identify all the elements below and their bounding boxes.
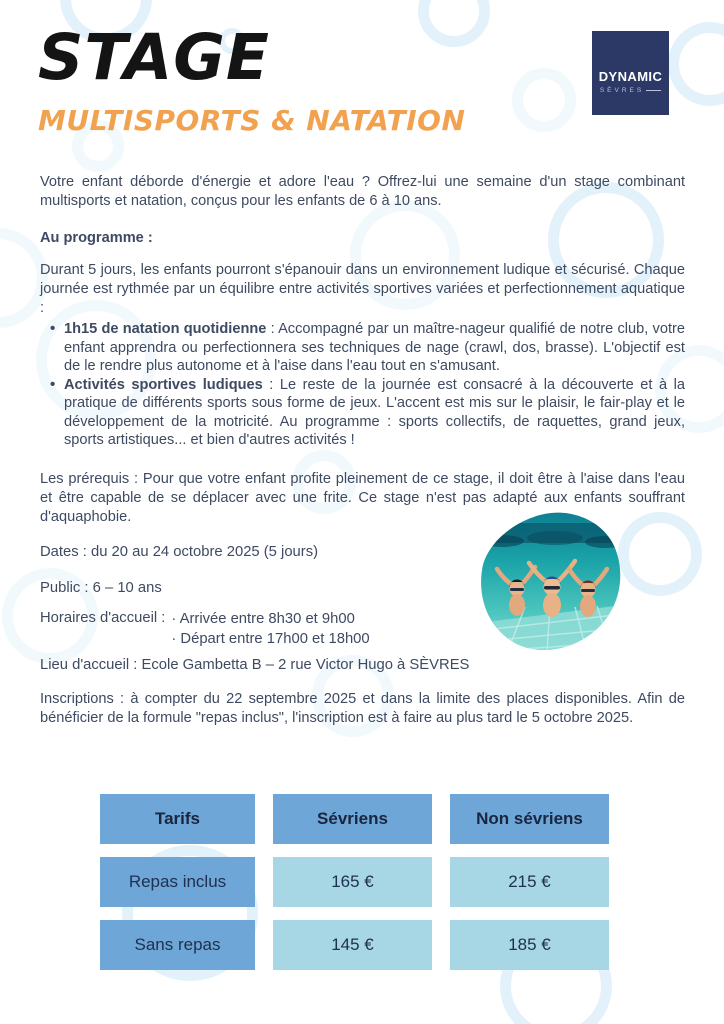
page-title: STAGE xyxy=(38,21,270,94)
horaires-depart: · Départ entre 17h00 et 18h00 xyxy=(171,631,370,647)
bullet-activites-title: Activités sportives ludiques xyxy=(64,376,263,393)
program-lead: Durant 5 jours, les enfants pourront s'épanouir dans un environnement ludique et sécurisé. Chaque journée est rythmée par un équilibre entre activités sportives variées et perfectionnement aquatique : xyxy=(40,262,685,316)
tarifs-value-cell: 185 € xyxy=(450,920,609,970)
horaires-arrivee: · Arrivée entre 8h30 et 9h00 xyxy=(171,611,355,627)
public-line: Public : 6 – 10 ans xyxy=(40,580,162,596)
tarifs-header-non-sevriens: Non sévriens xyxy=(450,794,609,844)
bullet-activites xyxy=(64,376,685,450)
inscriptions-paragraph: Inscriptions : à compter du 22 septembre 2025 et dans la limite des places disponibles. Afin de bénéficier de la formule "repas inclus", l'inscription est à faire au plus tard le 5 octobre 2025. xyxy=(40,691,685,726)
bubble-decoration xyxy=(512,68,576,132)
dynamic-sevres-logo xyxy=(592,31,669,115)
logo-name: DYNAMIC xyxy=(598,68,663,84)
logo-city-label: SÈVRES xyxy=(599,86,645,94)
tarifs-value-cell: 145 € xyxy=(273,920,432,970)
tarifs-table xyxy=(100,794,609,970)
logo-city xyxy=(600,87,661,94)
bullet-natation-text: : Accompagné par un maître-nageur qualifié de notre club, votre enfant apprendra ou perfectionnera ses techniques de nage (crawl, dos, brasse). L'objectif est de le rendre plus autonome et à l'aise dans l'eau tout en s'amusant. xyxy=(64,321,685,374)
bubble-decoration xyxy=(418,0,490,47)
bullet-natation-title: 1h15 de natation quotidienne xyxy=(64,321,267,337)
tarifs-header-sevriens: Sévriens xyxy=(273,794,432,844)
dates-line: Dates : du 20 au 24 octobre 2025 (5 jours) xyxy=(40,544,319,560)
horaires-label: Horaires d'accueil : xyxy=(40,610,166,626)
tarifs-header-tarifs: Tarifs xyxy=(100,794,255,844)
horaires-lines xyxy=(171,609,369,649)
pool-photo-graphic xyxy=(477,511,624,653)
tarifs-row-label: Sans repas xyxy=(100,920,255,970)
horaires-block xyxy=(40,609,370,649)
bullet-natation xyxy=(64,320,685,376)
pool-photo xyxy=(477,511,624,653)
page-subtitle: MULTISPORTS & NATATION xyxy=(38,104,466,137)
bubble-decoration xyxy=(668,22,724,106)
bullet-activites-text: : Le reste de la journée est consacré à la découverte et à la pratique de différents sports sous forme de jeux. L'accent est mis sur le plaisir, le fair-play et le développement de la motricité. Au programme : sports collectifs, de raquettes, grand jeux, sports artistiques... et bien d'autres activités ! xyxy=(64,376,685,448)
program-heading: Au programme : xyxy=(40,230,153,246)
lieu-line: Lieu d'accueil : Ecole Gambetta B – 2 rue Victor Hugo à SÈVRES xyxy=(40,657,470,673)
tarifs-value-cell: 215 € xyxy=(450,857,609,907)
program-bullet-list xyxy=(40,320,685,450)
intro-paragraph: Votre enfant déborde d'énergie et adore l'eau ? Offrez-lui une semaine d'un stage combinant multisports et natation, conçus pour les enfants de 6 à 10 ans. xyxy=(40,174,685,209)
tarifs-value-cell: 165 € xyxy=(273,857,432,907)
prerequis-paragraph: Les prérequis : Pour que votre enfant profite pleinement de ce stage, il doit être à l'aise dans l'eau et être capable de se déplacer avec une frite. Ce stage n'est pas adapté aux enfants souffrant d'aquaphobie. xyxy=(40,471,685,525)
tarifs-row-label: Repas inclus xyxy=(100,857,255,907)
